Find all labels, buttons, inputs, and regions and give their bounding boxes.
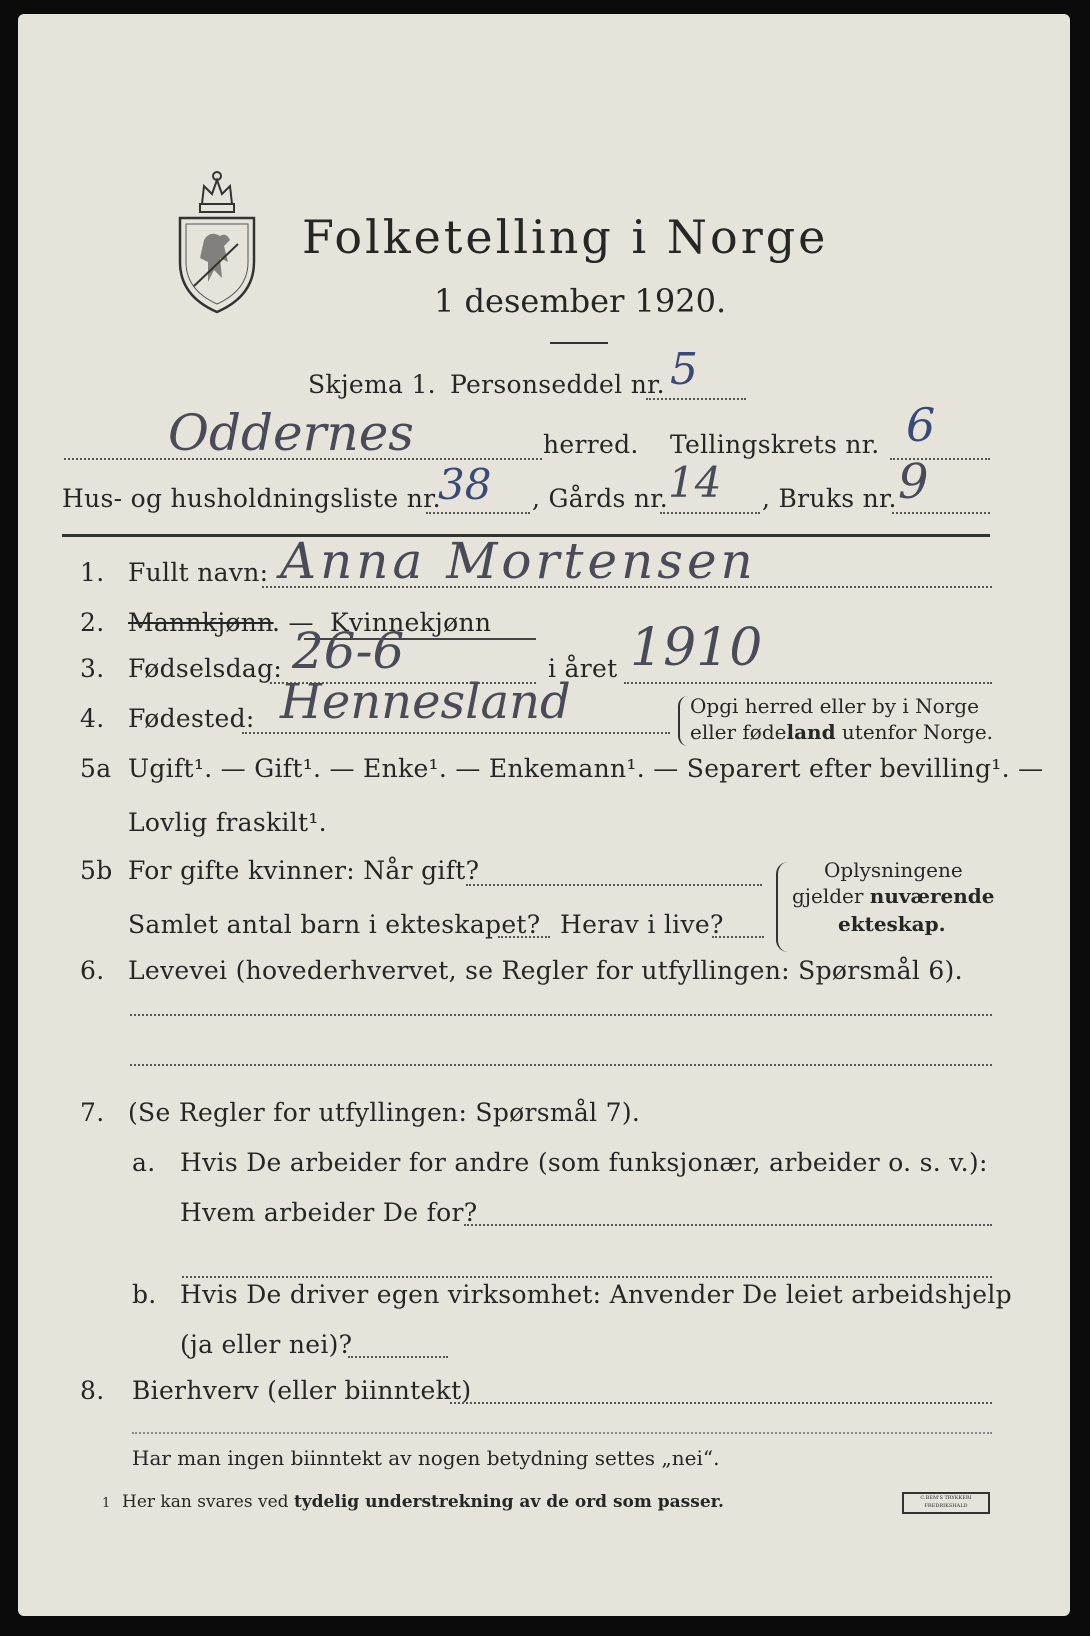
q2-male-option: Mannkjønn [128, 608, 274, 637]
q7b-question: (ja eller nei)? [180, 1330, 353, 1359]
q4-note-line1: Opgi herred eller by i Norge [690, 694, 979, 718]
norwegian-coat-of-arms-icon [174, 166, 260, 316]
q6-line2 [130, 1064, 992, 1066]
q5a-number: 5a [80, 754, 112, 783]
q8-label: Bierhverv (eller biinntekt) [132, 1376, 472, 1405]
q7b-label: Hvis De driver egen virksomhet: Anvender De leiet arbeidshjelp [180, 1280, 1012, 1309]
q5b-note-line1: Oplysningene [824, 858, 963, 882]
bruks-label: , Bruks nr. [762, 484, 897, 513]
footer-note: Har man ingen biinntekt av nogen betydning settes „nei“. [132, 1446, 720, 1470]
gards-label: , Gårds nr. [532, 484, 669, 513]
q1-label: Fullt navn: [128, 558, 269, 587]
personseddel-value: 5 [670, 344, 698, 395]
printer-stamp: C.BEM'S TRYKKERI FREDRIKSHALD [902, 1492, 990, 1514]
footnote-number: 1 [102, 1496, 111, 1511]
q2-number: 2. [80, 608, 105, 637]
q2-female-option: Kvinnekjønn [330, 608, 492, 637]
q2-separator: . — [272, 608, 314, 637]
q7-number: 7. [80, 1098, 105, 1127]
q6-line1 [130, 1014, 992, 1016]
q1-value: Anna Mortensen [280, 532, 757, 590]
q6-number: 6. [80, 956, 105, 985]
q3-number: 3. [80, 654, 105, 683]
q4-value: Hennesland [280, 674, 571, 730]
q8-line [450, 1402, 992, 1404]
q4-label: Fødested: [128, 704, 255, 733]
tellingskrets-label: Tellingskrets nr. [670, 430, 880, 459]
q5b-alive-line [712, 936, 764, 938]
q3-year-value: 1910 [630, 618, 763, 678]
q5b-alive-label: Herav i live? [560, 910, 724, 939]
husliste-label: Hus- og husholdningsliste nr. [62, 484, 441, 513]
q7a-line2 [182, 1276, 992, 1278]
q5b-children-label: Samlet antal barn i ekteskapet? [128, 910, 541, 939]
gards-line [660, 512, 760, 514]
q4-note-brace [678, 696, 688, 746]
q5b-note-line3: ekteskap. [838, 912, 946, 936]
q3-value: 26-6 [292, 622, 405, 680]
husliste-value: 38 [438, 460, 492, 509]
q4-line [242, 732, 670, 734]
q5b-married-label: For gifte kvinner: Når gift? [128, 856, 480, 885]
footer-separator [132, 1432, 992, 1434]
census-date: 1 desember 1920. [434, 282, 727, 320]
q7b-letter: b. [132, 1280, 157, 1309]
q1-number: 1. [80, 558, 105, 587]
herred-label: herred. [543, 430, 639, 459]
q7a-question: Hvem arbeider De for? [180, 1198, 478, 1227]
q7a-label: Hvis De arbeider for andre (som funksjonær, arbeider o. s. v.): [180, 1148, 988, 1177]
husliste-line [426, 512, 530, 514]
q7a-line1 [464, 1224, 992, 1226]
census-form-page [18, 14, 1070, 1616]
q6-label: Levevei (hovederhvervet, se Regler for utfyllingen: Spørsmål 6). [128, 956, 963, 985]
herred-value: Oddernes [168, 404, 414, 462]
q3-year-line [624, 682, 992, 684]
q5a-options-line1: Ugift¹. — Gift¹. — Enke¹. — Enkemann¹. — Separert efter bevilling¹. — [128, 754, 1044, 783]
footnote-text: Her kan svares ved tydelig understrekning av de ord som passer. [122, 1492, 724, 1512]
personseddel-label: Personseddel nr. [450, 370, 665, 399]
q3-label: Fødselsdag: [128, 654, 283, 683]
bruks-value: 9 [898, 454, 929, 510]
q8-number: 8. [80, 1376, 105, 1405]
q5b-note-brace [776, 862, 788, 952]
personseddel-line [646, 398, 746, 400]
q5a-options-line2: Lovlig fraskilt¹. [128, 808, 327, 837]
q7b-line [348, 1356, 448, 1358]
tellingskrets-value: 6 [906, 398, 936, 452]
q5b-married-line [466, 884, 762, 886]
form-title: Folketelling i Norge [302, 210, 829, 264]
q5b-note-line2: gjelder nuværende [792, 884, 995, 908]
q4-note-line2: eller fødeland utenfor Norge. [690, 720, 994, 744]
q5b-children-line [498, 936, 550, 938]
q3-year-label: i året [548, 654, 618, 683]
q5b-number: 5b [80, 856, 113, 885]
q7-label: (Se Regler for utfyllingen: Spørsmål 7). [128, 1098, 641, 1127]
gards-value: 14 [668, 458, 722, 507]
title-divider [550, 342, 608, 344]
q4-number: 4. [80, 704, 105, 733]
q7a-letter: a. [132, 1148, 156, 1177]
bruks-line [892, 512, 990, 514]
schema-label: Skjema 1. [308, 370, 436, 399]
